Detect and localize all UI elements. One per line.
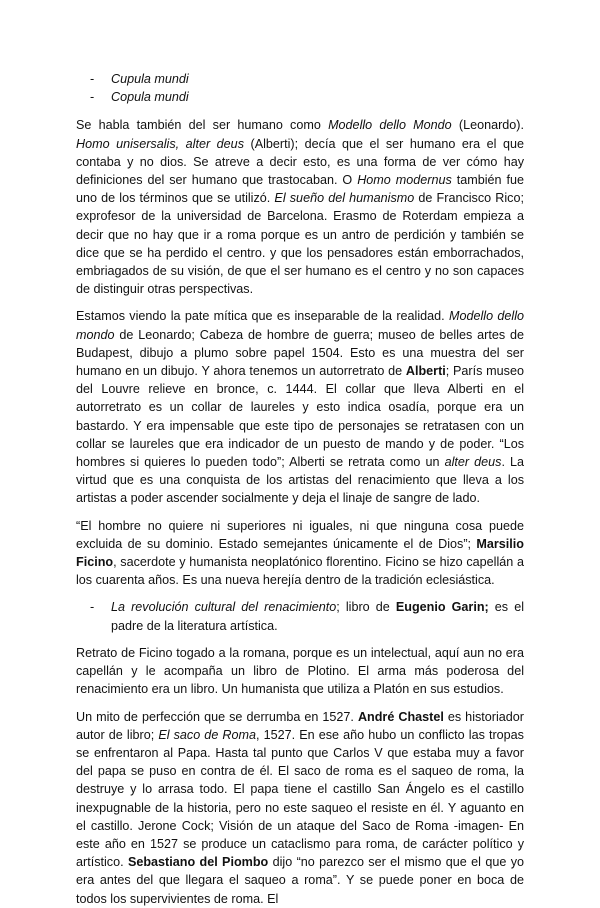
text-run: Estamos viendo la pate mítica que es inseparable de la realidad.: [76, 309, 449, 324]
text-run: Se habla también del ser humano como: [76, 118, 329, 133]
dash-list: [90, 70, 524, 106]
bold-name: Alberti: [405, 364, 446, 379]
italic-term: alter deus: [444, 455, 502, 470]
paragraph-humanism: [76, 116, 524, 298]
italic-title: El sueño del humanismo: [274, 191, 415, 206]
italic-term: Homo modernus: [357, 173, 452, 188]
bold-name: Marsilio Ficino: [76, 536, 524, 570]
italic-term: Modello dello Mondo: [328, 118, 452, 133]
italic-title: La revolución cultural del renacimiento: [111, 600, 337, 615]
paragraph-ficino-portrait: Retrato de Ficino togado a la romana, porque es un intelectual, aquí aun no era capellán y le acompaña un libro de Plotino. El arma más poderosa del renacimiento era un libro. Un humanista que utiliza a Platón en sus estudios.: [76, 645, 524, 697]
text-run: de Francisco Rico; exprofesor de la universidad de Barcelona. Erasmo de Roterdam empieza a decir que no hay que ir a roma porque es un antro de perdición y también se dice que se ha perdido el centro. y que los pensadores están emborrachados, embriagados de su visión, de que el ser humano es el centro y no son capaces de distinguir otras perspectivas.: [76, 191, 524, 297]
bold-name: André Chastel: [357, 709, 444, 724]
text-run: también fue uno de los términos que se utilizó.: [76, 173, 524, 206]
italic-term: Modello dello mondo: [76, 309, 524, 342]
text-run: “El hombre no quiere ni superiores ni iguales, ni que ninguna cosa puede excluida de su dominio. Estado semejantes únicamente el de Dios”;: [76, 518, 524, 551]
text-run: es historiador autor de libro;: [76, 709, 524, 742]
italic-title: El saco de Roma: [158, 727, 257, 742]
paragraph-sack-of-rome: [76, 708, 524, 908]
paragraph-ficino-quote: [76, 517, 524, 590]
bold-name: Eugenio Garin;: [395, 600, 489, 615]
bold-name: Sebastiano del Piombo: [127, 855, 269, 870]
text-run: , 1527. En ese año hubo un conflicto las tropas se enfrentaron al Papa. Hasta tal punto que Carlos V que estaba muy a favor del papa se puso en contra de él. El saco de roma es el saqueo de roma, la destruye y lo arrasa todo. El papa tiene el castillo San Ángelo es el castillo inexpugnable de la historia, pero no este saqueo el resiste en él. Y aguanto en el castillo. Jerone Cock; Visión de un ataque del Saco de Roma -imagen- En este año en 1527 se produce un cataclismo para roma, de carácter político y artístico.: [76, 727, 524, 870]
bullet-garin: [90, 598, 524, 634]
italic-term: Homo unisersalis, alter deus: [76, 136, 244, 151]
text-run: ; libro de: [336, 600, 396, 615]
text-run: Un mito de perfección que se derrumba en 1527.: [76, 709, 358, 724]
paragraph-alberti: [76, 307, 524, 507]
list-item: - Cupula mundi: [90, 70, 524, 88]
text-run: . La virtud que es una conquista de los artistas del renacimiento que lleva a los artistas a poder ascender socialmente y deja el linaje de sangre de lado.: [76, 455, 525, 506]
text-run: dijo “no parezco ser el mismo que el que yo era antes del que llegara el saqueo a roma”. Y se puede poner en boca de todos los supervivientes de roma. El: [76, 855, 524, 906]
text-run: , sacerdote y humanista neoplatónico florentino. Ficino se hizo capellán a los cuarenta años. Es una nueva herejía dentro de la tradición eclesiástica.: [76, 555, 524, 588]
list-item: - Copula mundi: [90, 88, 524, 106]
text-run: (Alberti); decía que el ser humano era el que contaba y no dios. Se atreve a decir esto, es una forma de ver cómo hay definiciones del ser humano que trastocaban. O: [76, 136, 524, 188]
text-run: de Leonardo; Cabeza de hombre de guerra; museo de belles artes de Budapest, dibujo a plumo sobre papel 1504. Esto es una muestra del ser humano en un dibujo. Y ahora tenemos un autorretrato de: [76, 327, 524, 379]
text-run: ; París museo del Louvre relieve en bronce, c. 1444. El collar que lleva Alberti en el autorretrato es un collar de laureles y esto indica osadía, porque era un bastardo. Y era impensable que este tipo de personajes se retratasen con un collar se laureles que era indicador de un puesto de mando y de poder. “Los hombres si quieres lo pueden todo”; Alberti se retrata como un: [76, 364, 524, 470]
text-run: (Leonardo).: [451, 118, 524, 133]
text-run: es el padre de la literatura artística.: [111, 600, 524, 633]
